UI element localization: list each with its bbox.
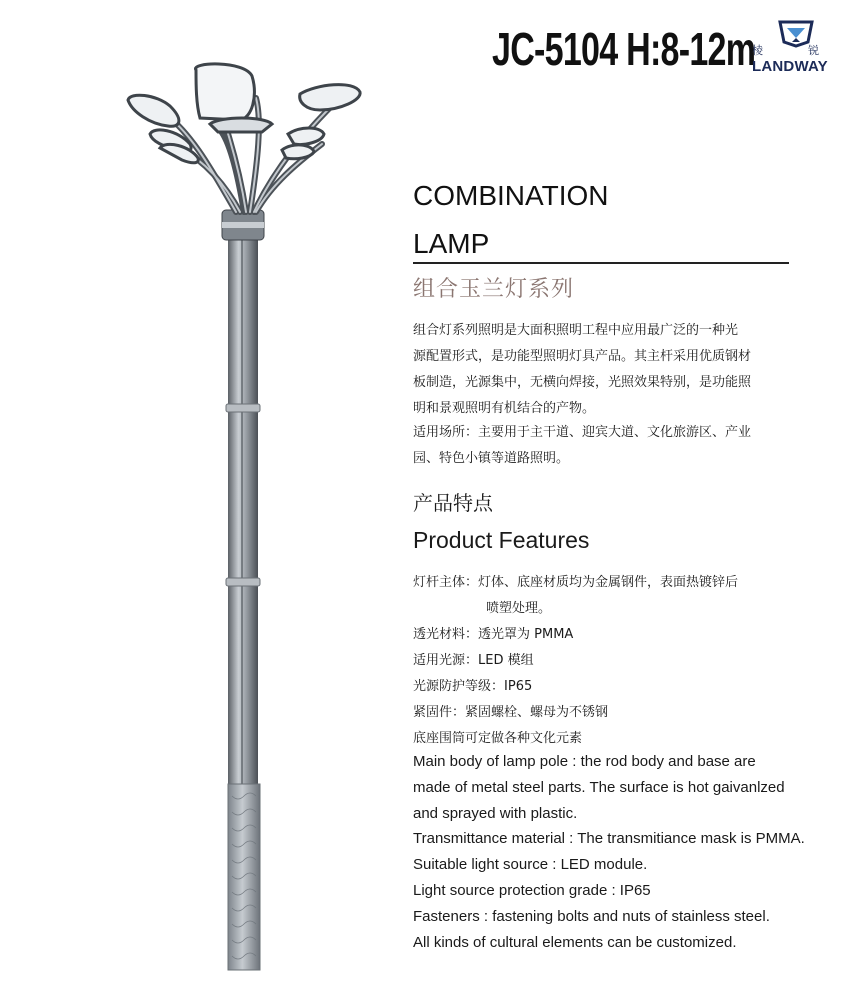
intro-line: 板制造，光源集中，无横向焊接，光照效果特别，是功能照 <box>413 375 752 390</box>
features-heading-cn: 产品特点 <box>413 491 493 515</box>
spec-item <box>413 622 833 648</box>
features-heading-en: Product Features <box>413 527 590 553</box>
spec-value: 紧固螺栓、螺母为不锈钢 <box>465 705 609 720</box>
en-line: made of metal steel parts. The surface is hot gaivanlzed <box>413 778 785 796</box>
spec-label: 光源防护等级： <box>413 679 505 694</box>
spec-item <box>413 596 833 622</box>
english-description <box>413 749 848 955</box>
spec-item <box>413 648 833 674</box>
en-line: Fasteners : fastening bolts and nuts of stainless steel. <box>413 907 770 925</box>
usage-line: 适用场所：主要用于主干道、迎宾大道、文化旅游区、产业 <box>413 425 752 440</box>
spec-value: 底座围筒可定做各种文化元素 <box>413 731 583 746</box>
intro-line: 明和景观照明有机结合的产物。 <box>413 401 596 416</box>
spec-label: 灯杆主体： <box>413 575 479 590</box>
usage-paragraph <box>413 420 803 472</box>
spec-value: LED 模组 <box>478 653 534 668</box>
spec-value: 喷塑处理。 <box>486 601 552 616</box>
title-line-2: LAMP <box>413 228 490 259</box>
landway-logo <box>752 16 842 78</box>
spec-label: 透光材料： <box>413 627 479 642</box>
spec-item <box>413 570 833 596</box>
en-line: Suitable light source : LED module. <box>413 856 648 874</box>
pole-shaft <box>228 232 258 784</box>
spec-label: 紧固件： <box>413 705 466 720</box>
spec-label: 适用光源： <box>413 653 479 668</box>
intro-paragraph <box>413 318 803 422</box>
logo-cn-right: 锐 <box>808 44 820 57</box>
lamp-pole-image <box>0 0 400 1000</box>
spec-value: 透光罩为 PMMA <box>478 627 574 642</box>
title-divider <box>413 262 789 264</box>
logo-cn-left: 棱 <box>752 44 764 57</box>
en-line: Main body of lamp pole : the rod body and base are <box>413 753 756 770</box>
logo-en-text: LANDWAY <box>752 58 828 75</box>
model-title: JC-5104 H:8-12m <box>492 23 756 75</box>
spec-list <box>413 570 833 752</box>
intro-line: 源配置形式，是功能型照明灯具产品。其主杆采用优质钢材 <box>413 349 752 364</box>
pole-collar <box>226 404 260 412</box>
spec-item <box>413 700 833 726</box>
spec-value: IP65 <box>504 679 533 694</box>
title-line-1: COMBINATION <box>413 180 609 211</box>
en-line: All kinds of cultural elements can be customized. <box>413 933 737 951</box>
en-line: Light source protection grade : IP65 <box>413 881 651 899</box>
pole-collar <box>226 578 260 586</box>
intro-line: 组合灯系列照明是大面积照明工程中应用最广泛的一种光 <box>413 323 739 338</box>
spec-item <box>413 674 833 700</box>
spec-value: 灯体、底座材质均为金属钢件，表面热镀锌后 <box>478 575 739 590</box>
usage-line: 园、特色小镇等道路照明。 <box>413 451 570 466</box>
title-cn: 组合玉兰灯系列 <box>413 277 575 302</box>
en-line: Transmittance material : The transmitiance mask is PMMA. <box>413 830 805 848</box>
en-line: and sprayed with plastic. <box>413 804 578 822</box>
